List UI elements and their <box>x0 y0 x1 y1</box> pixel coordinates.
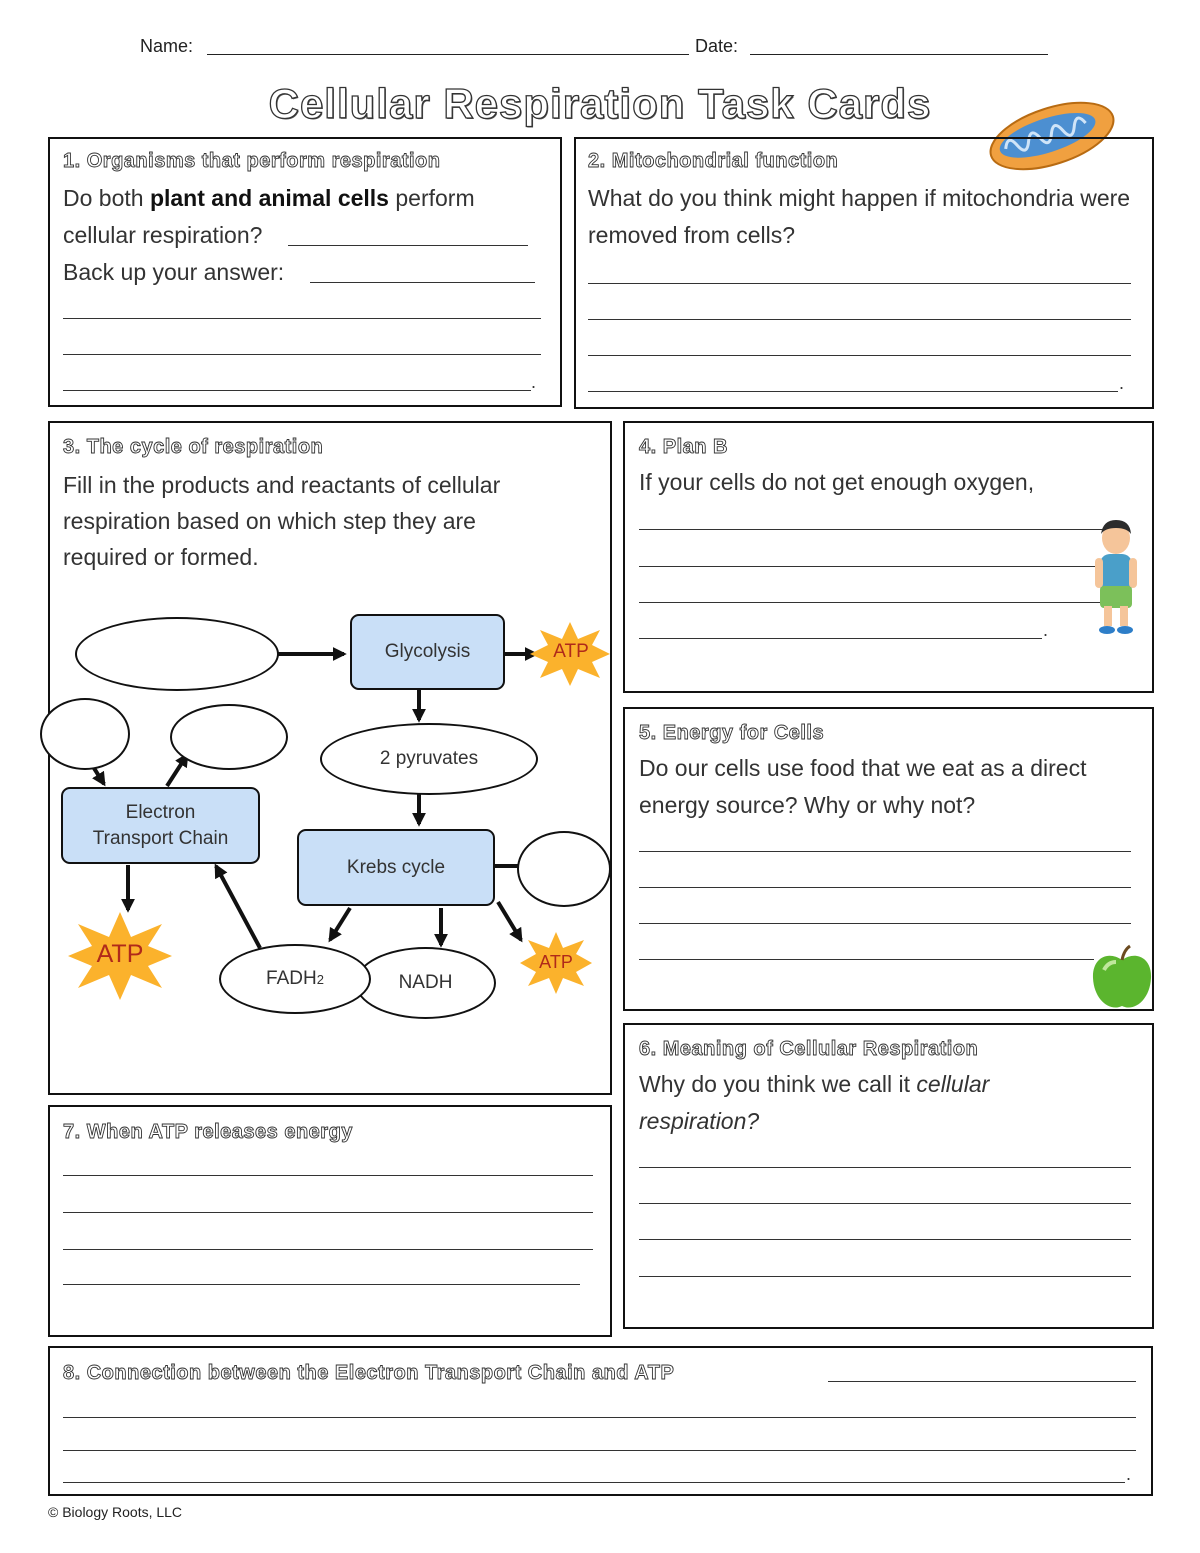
answer-line[interactable] <box>639 887 1131 888</box>
answer-line[interactable] <box>63 1249 593 1250</box>
atp-label: ATP <box>539 952 573 972</box>
pyruvates-oval: 2 pyruvates <box>320 723 538 795</box>
answer-line[interactable] <box>63 1212 593 1213</box>
answer-line[interactable] <box>63 1175 593 1176</box>
page-title: Cellular Respiration Task Cards <box>268 80 932 127</box>
answer-line[interactable] <box>639 529 1109 530</box>
card-6-title: 6. Meaning of Cellular Respiration <box>639 1038 979 1060</box>
card-7-title: 7. When ATP releases energy <box>63 1121 353 1143</box>
answer-line[interactable] <box>639 638 1042 639</box>
answer-line[interactable] <box>63 1450 1136 1451</box>
date-label: Date: <box>695 36 739 56</box>
apple-icon <box>1090 944 1154 1012</box>
card-6-question: Why do you think we call it cellular respiration? <box>639 1071 990 1134</box>
answer-line[interactable] <box>639 602 1109 603</box>
boy-icon <box>1088 518 1144 636</box>
blank-oval-etc-output[interactable] <box>170 704 288 770</box>
answer-line[interactable] <box>639 959 1094 960</box>
etc-label-line1: Electron <box>125 801 196 823</box>
blank-oval-reactant[interactable] <box>75 617 279 691</box>
etc-label-line2: Transport Chain <box>92 827 229 849</box>
card-3-title: 3. The cycle of respiration <box>63 436 324 458</box>
card-2-question: What do you think might happen if mitochondria were removed from cells? <box>588 185 1131 248</box>
card-8-title: 8. Connection between the Electron Transport Chain and ATP <box>63 1362 675 1384</box>
answer-line[interactable] <box>639 566 1109 567</box>
card-5-question: Do our cells use food that we eat as a direct energy source? Why or why not? <box>639 755 1087 818</box>
blank-oval-krebs-output[interactable] <box>517 831 611 907</box>
name-label: Name: <box>140 36 194 56</box>
answer-line[interactable] <box>639 1276 1131 1277</box>
card-5-title: 5. Energy for Cells <box>639 722 825 744</box>
answer-line[interactable] <box>639 1239 1131 1240</box>
answer-line[interactable] <box>63 1417 1136 1418</box>
card-plan-b <box>623 421 1154 693</box>
card-2-title: 2. Mitochondrial function <box>588 150 839 172</box>
answer-line[interactable] <box>639 851 1131 852</box>
card-1-question: Do both plant and animal cells perform cellular respiration? Back up your answer: <box>63 185 475 285</box>
electron-transport-chain-box <box>61 787 260 864</box>
answer-line[interactable] <box>639 923 1131 924</box>
fadh2-oval: FADH 2 <box>219 944 371 1014</box>
card-3-question: Fill in the products and reactants of cellular respiration based on which step they are required or formed. <box>63 472 501 570</box>
card-1-title: 1. Organisms that perform respiration <box>63 150 441 172</box>
answer-line[interactable] <box>828 1381 1136 1382</box>
answer-line[interactable] <box>639 1203 1131 1204</box>
copyright-footer: © Biology Roots, LLC <box>48 1504 183 1520</box>
card-4-question: If your cells do not get enough oxygen, <box>639 469 1035 495</box>
answer-line[interactable] <box>63 1482 1125 1483</box>
glycolysis-box: Glycolysis <box>350 614 505 690</box>
nadh-oval: NADH <box>355 947 496 1019</box>
atp-label: ATP <box>96 940 144 968</box>
atp-label: ATP <box>553 641 589 662</box>
answer-line[interactable] <box>63 1284 580 1285</box>
card-4-title: 4. Plan B <box>639 436 728 458</box>
answer-line[interactable] <box>639 1167 1131 1168</box>
blank-oval-etc-input[interactable] <box>40 698 130 770</box>
krebs-cycle-box: Krebs cycle <box>297 829 495 906</box>
